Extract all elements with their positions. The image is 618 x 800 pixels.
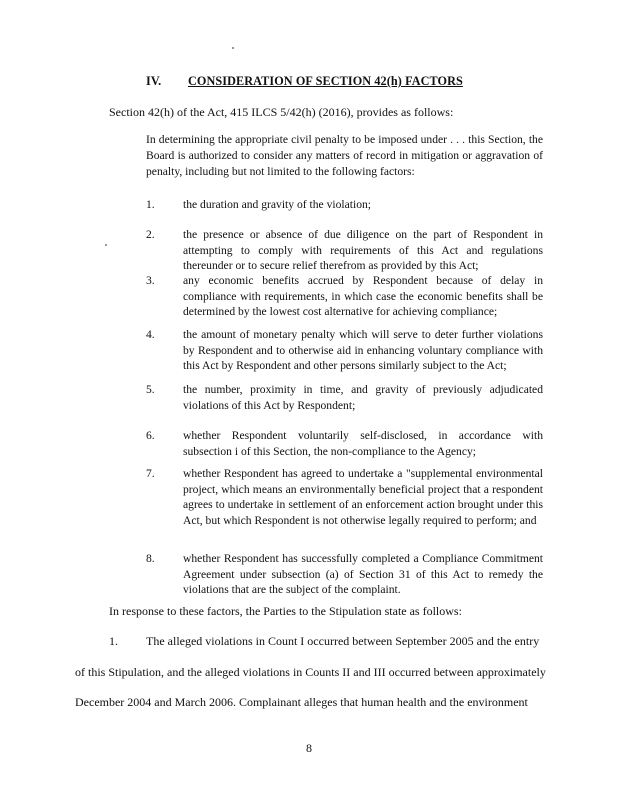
factor-number: 8. bbox=[146, 552, 155, 565]
factor-text: whether Respondent voluntarily self-disclosed, in accordance with subsection i of this Section, the non-compliance to the Agency; bbox=[183, 429, 543, 458]
factor-number: 1. bbox=[146, 198, 155, 211]
factor-text: any economic benefits accrued by Respondent because of delay in compliance with requirements, in which case the economic benefits shall be determined by the lowest cost alternative for achieving compliance; bbox=[183, 274, 543, 319]
paragraph-line: of this Stipulation, and the alleged violations in Counts II and III occurred between approximately bbox=[75, 665, 546, 679]
factor-text: the amount of monetary penalty which will serve to deter further violations by Respondent and to otherwise aid in enhancing voluntary compliance with this Act by Respondent and other persons similarly subject to the Act; bbox=[183, 328, 543, 373]
factor-item bbox=[146, 227, 543, 274]
scan-speck bbox=[232, 47, 234, 49]
factor-number: 7. bbox=[146, 467, 155, 480]
factor-item bbox=[146, 273, 543, 320]
statute-quote: In determining the appropriate civil penalty to be imposed under . . . this Section, the Board is authorized to consider any matters of record in mitigation or aggravation of penalty, including but not limited to the following factors: bbox=[146, 133, 543, 178]
factor-number: 2. bbox=[146, 228, 155, 241]
scan-speck bbox=[105, 244, 107, 246]
paragraph-line: December 2004 and March 2006. Complainant alleges that human health and the environment bbox=[75, 695, 528, 709]
factor-number: 5. bbox=[146, 383, 155, 396]
factor-item bbox=[146, 327, 543, 374]
factor-item bbox=[146, 428, 543, 459]
intro-text: Section 42(h) of the Act, 415 ILCS 5/42(h) (2016), provides as follows: bbox=[109, 105, 454, 119]
section-title: CONSIDERATION OF SECTION 42(h) FACTORS bbox=[188, 74, 463, 88]
factor-item bbox=[146, 197, 543, 213]
factor-text: the presence or absence of due diligence on the part of Respondent in attempting to comply with requirements of this Act and regulations thereunder or to secure relief therefrom as provided by this Act; bbox=[183, 228, 543, 273]
factor-item bbox=[146, 382, 543, 413]
section-number: IV. bbox=[146, 74, 162, 88]
section-heading bbox=[146, 74, 463, 89]
factor-number: 6. bbox=[146, 429, 155, 442]
factor-text: whether Respondent has agreed to undertake a "supplemental environmental project, which means an environmentally beneficial project that a respondent agrees to undertake in settlement of an enforcement action brought under this Act, but which Respondent is not otherwise legally required to perform; and bbox=[183, 467, 543, 527]
page-number: 8 bbox=[306, 741, 312, 755]
factor-text: the duration and gravity of the violation; bbox=[183, 198, 372, 211]
factor-number: 3. bbox=[146, 274, 155, 287]
factor-text: whether Respondent has successfully completed a Compliance Commitment Agreement under subsection (a) of Section 31 of this Act to remedy the violations that are the subject of the complaint. bbox=[183, 552, 543, 597]
factor-text: the number, proximity in time, and gravity of previously adjudicated violations of this Act by Respondent; bbox=[183, 383, 543, 412]
factor-item bbox=[146, 551, 543, 598]
paragraph-number: 1. bbox=[109, 634, 118, 648]
factor-item bbox=[146, 466, 543, 528]
response-intro: In response to these factors, the Parties to the Stipulation state as follows: bbox=[109, 604, 462, 618]
paragraph-line: The alleged violations in Count I occurred between September 2005 and the entry bbox=[146, 634, 540, 648]
factor-number: 4. bbox=[146, 328, 155, 341]
